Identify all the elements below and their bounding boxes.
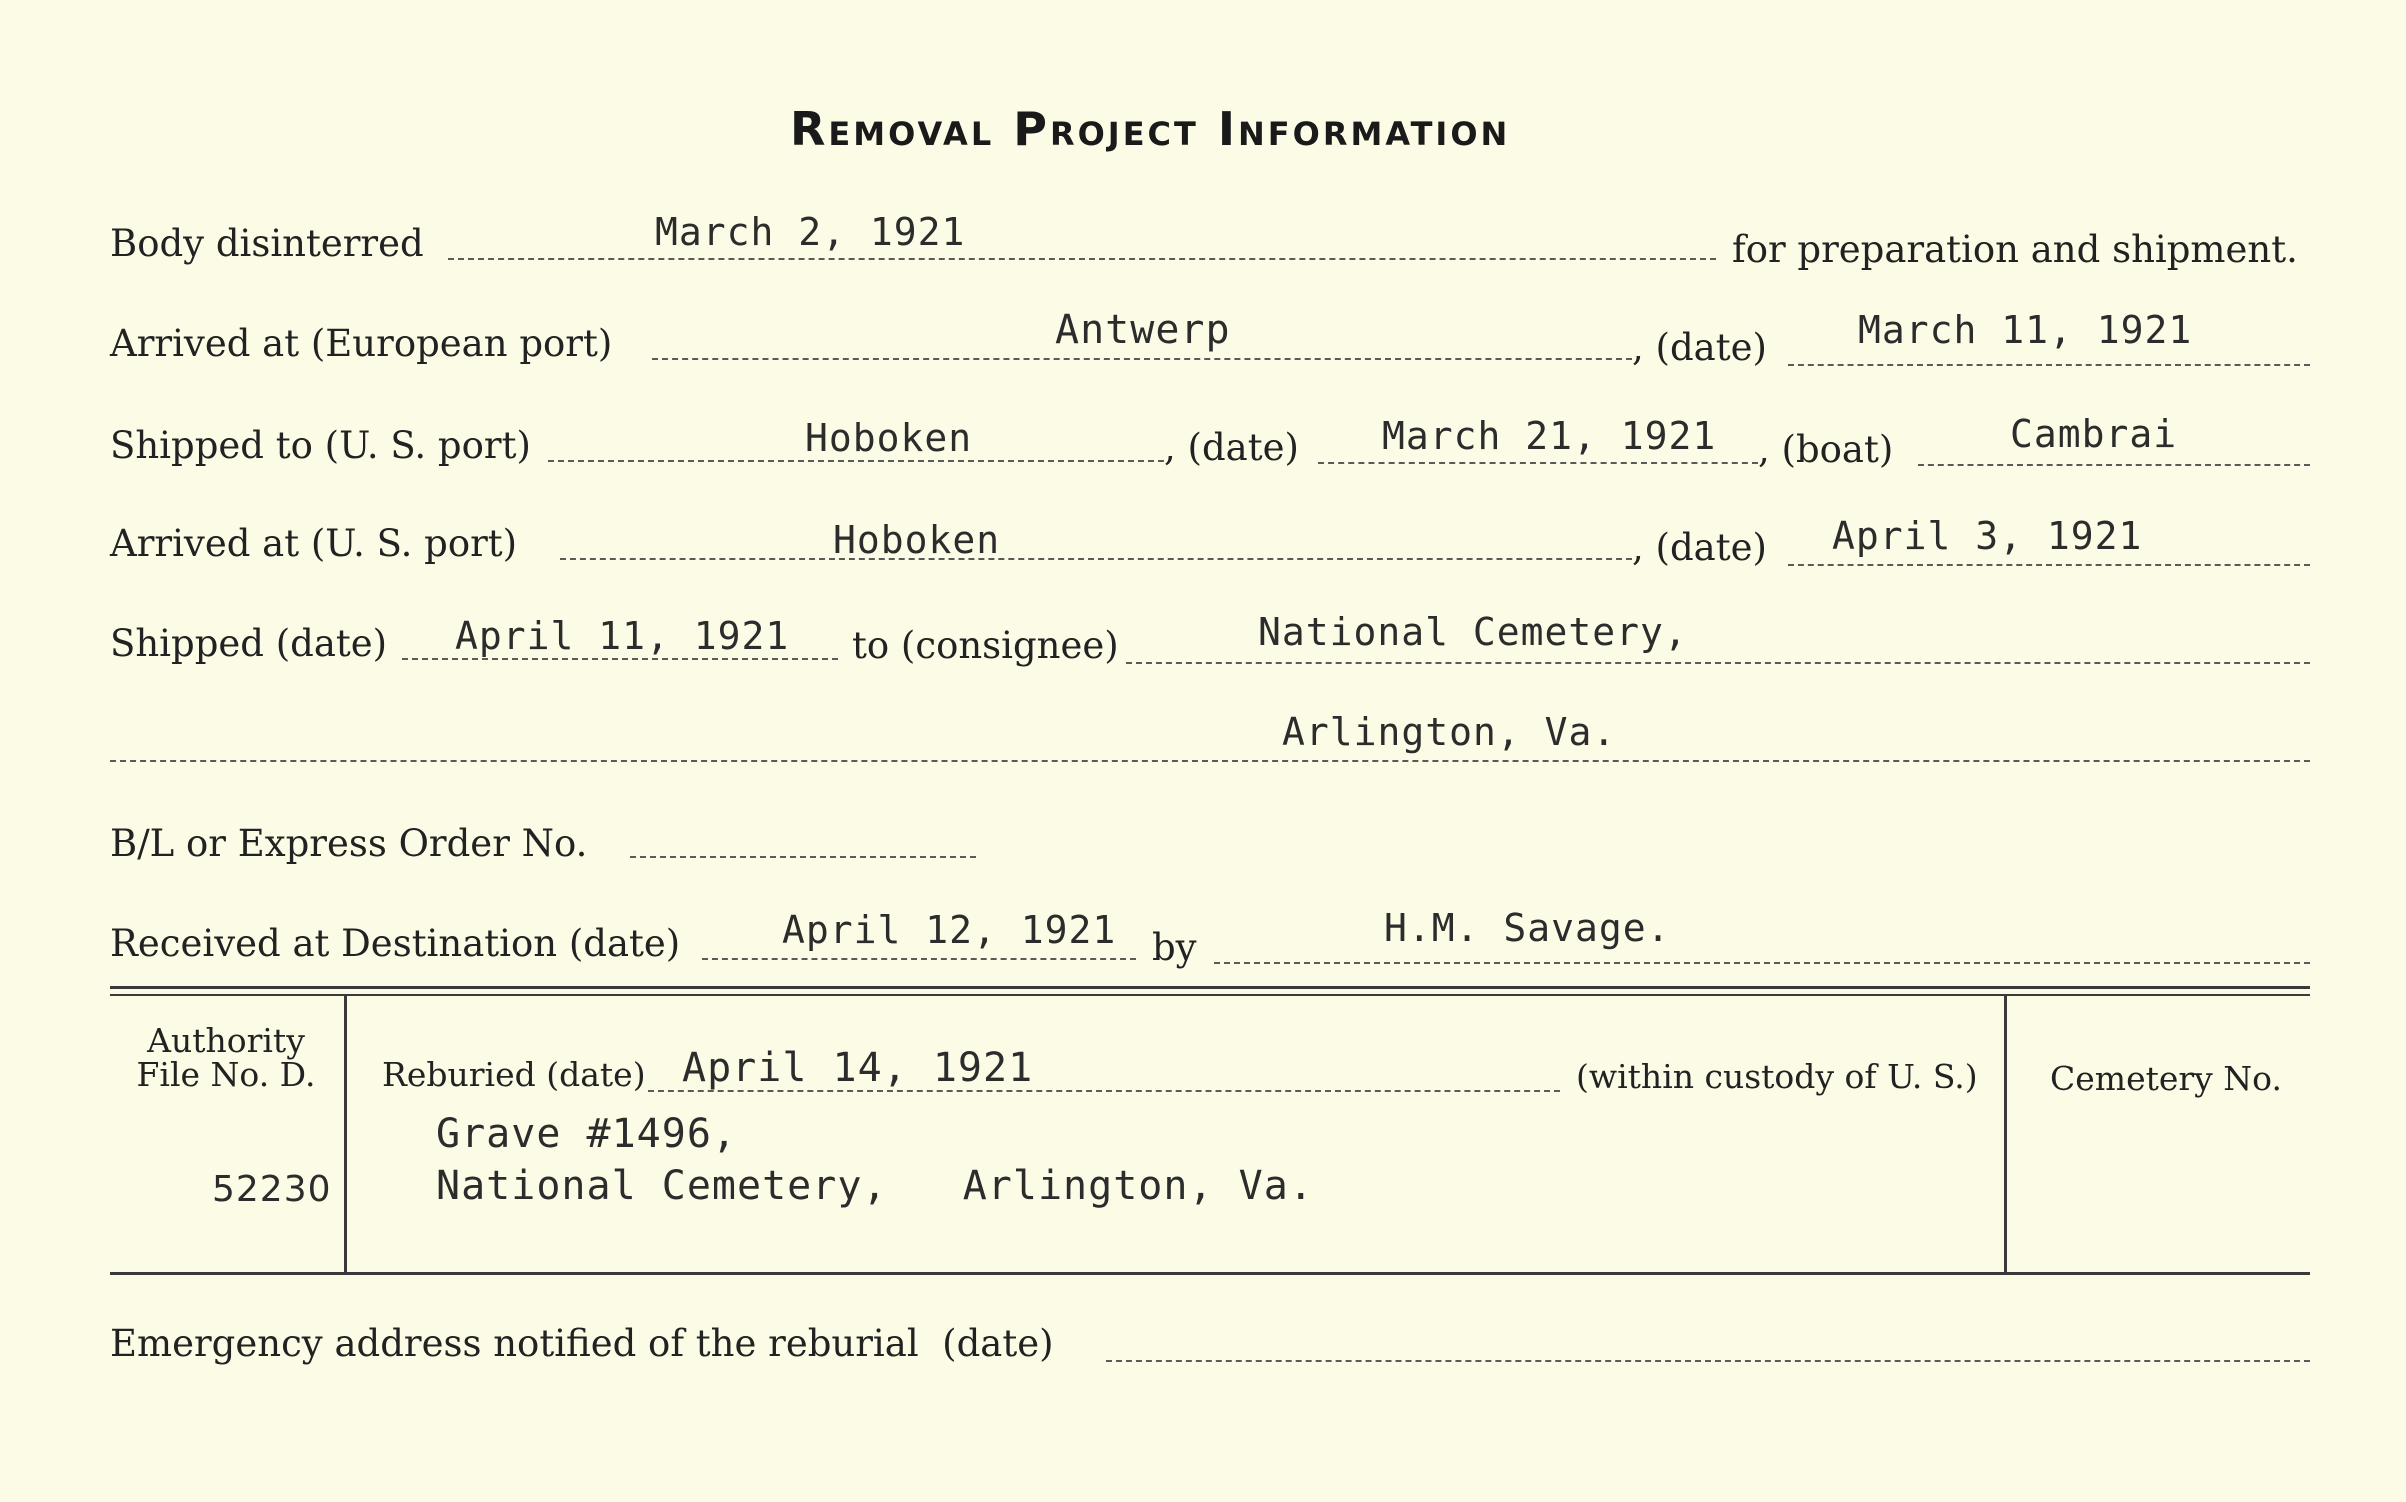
received-line bbox=[702, 958, 1136, 960]
grave-line-1: Grave #1496, bbox=[436, 1111, 737, 1157]
arrived-us-date-line bbox=[1788, 564, 2310, 566]
received-value: April 12, 1921 bbox=[782, 908, 1117, 952]
shipped-us-boat-value: Cambrai bbox=[2010, 412, 2178, 456]
consignee-line-2 bbox=[110, 760, 2310, 762]
shipped-us-boat-label: , (boat) bbox=[1758, 428, 1894, 471]
reburied-label: Reburied (date) bbox=[382, 1055, 646, 1094]
arrived-european-line bbox=[652, 358, 1632, 360]
shipped-us-line bbox=[548, 460, 1164, 462]
shipped-us-boat-line bbox=[1918, 464, 2310, 466]
authority-label-2: File No. D. bbox=[136, 1055, 316, 1094]
shipped-us-date-line bbox=[1318, 462, 1758, 464]
emergency-label: Emergency address notified of the reburial (date) bbox=[110, 1322, 1054, 1365]
arrived-european-date-line bbox=[1788, 364, 2310, 366]
arrived-us-date-label: , (date) bbox=[1632, 526, 1767, 569]
cemetery-number-label: Cemetery No. bbox=[2050, 1059, 2282, 1098]
arrived-us-line bbox=[560, 558, 1632, 560]
disinterred-value: March 2, 1921 bbox=[655, 210, 966, 254]
received-by-line bbox=[1214, 962, 2310, 964]
box-divider-right bbox=[2004, 996, 2007, 1272]
shipped-us-date-label: , (date) bbox=[1164, 426, 1299, 469]
shipped-us-label: Shipped to (U. S. port) bbox=[110, 424, 531, 467]
shipped-date-value: April 11, 1921 bbox=[455, 614, 790, 658]
arrived-european-date-value: March 11, 1921 bbox=[1858, 308, 2193, 352]
shipped-date-label: Shipped (date) bbox=[110, 622, 388, 665]
grave-line-2: National Cemetery, Arlington, Va. bbox=[436, 1163, 1314, 1209]
shipped-us-date-value: March 21, 1921 bbox=[1382, 414, 1717, 458]
disinterred-suffix: for preparation and shipment. bbox=[1732, 228, 2298, 271]
arrived-us-label: Arrived at (U. S. port) bbox=[110, 522, 518, 565]
custody-note: (within custody of U. S.) bbox=[1576, 1057, 1978, 1096]
arrived-european-label: Arrived at (European port) bbox=[110, 322, 613, 365]
box-top-rule bbox=[110, 986, 2310, 989]
disinterred-line bbox=[448, 258, 1716, 260]
consignee-value-2: Arlington, Va. bbox=[1282, 710, 1617, 754]
box-divider-left bbox=[344, 996, 347, 1272]
consignee-value-1: National Cemetery, bbox=[1258, 610, 1688, 654]
shipped-date-line bbox=[402, 658, 838, 660]
received-label: Received at Destination (date) bbox=[110, 922, 681, 965]
box-bottom-rule bbox=[110, 1272, 2310, 1275]
bl-line bbox=[630, 856, 976, 858]
emergency-line bbox=[1106, 1360, 2310, 1362]
bl-label: B/L or Express Order No. bbox=[110, 822, 588, 865]
received-by-value: H.M. Savage. bbox=[1384, 906, 1671, 950]
received-by-label: by bbox=[1152, 926, 1197, 969]
consignee-label: to (consignee) bbox=[852, 624, 1119, 667]
shipped-us-value: Hoboken bbox=[805, 416, 973, 460]
arrived-european-date-label: , (date) bbox=[1632, 326, 1767, 369]
arrived-european-value: Antwerp bbox=[1055, 307, 1231, 353]
arrived-us-value: Hoboken bbox=[833, 518, 1001, 562]
card-title: Removal Project Information bbox=[790, 102, 1511, 156]
authority-label-1: Authority bbox=[147, 1021, 305, 1060]
arrived-us-date-value: April 3, 1921 bbox=[1832, 514, 2143, 558]
reburied-value: April 14, 1921 bbox=[682, 1045, 1034, 1091]
box-top-rule-inner bbox=[110, 994, 2310, 996]
consignee-line-1 bbox=[1126, 662, 2310, 664]
disinterred-label: Body disinterred bbox=[110, 222, 424, 265]
authority-file-number: 52230 bbox=[212, 1169, 332, 1210]
